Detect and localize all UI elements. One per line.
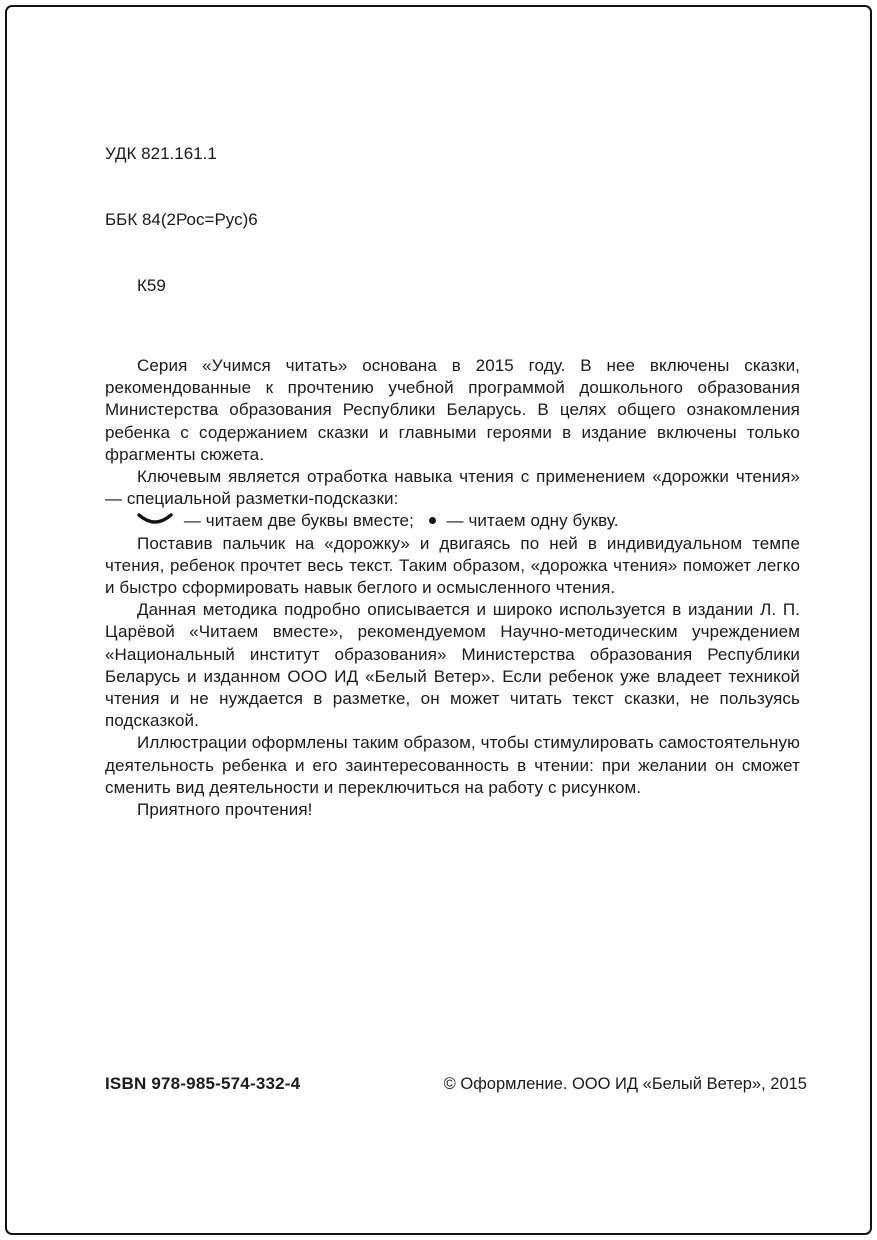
udk-code: УДК 821.161.1 xyxy=(105,144,217,163)
bbk-code: ББК 84(2Рос=Рус)6 xyxy=(105,210,258,229)
arc-legend-label: — читаем две буквы вместе; xyxy=(183,511,414,531)
classification-codes xyxy=(105,99,800,341)
one-letter-dot-icon xyxy=(429,517,436,524)
isbn-number: ISBN 978-985-574-332-4 xyxy=(105,1074,301,1093)
copyright-notice: © Оформление. ООО ИД «Белый Ветер», 2015 xyxy=(443,1075,807,1093)
page-content xyxy=(105,99,800,821)
two-letters-arc-icon xyxy=(137,510,173,532)
paragraph: Данная методика подробно описывается и широко используется в издании Л. П. Царёвой «Читаем вместе», рекомендуемом Научно-методическим учреждением «Национальный институт образования» Министерства образования Республики Беларусь и изданном ООО ИД «Белый Ветер». Если ребенок уже владеет техникой чтения и не нуждается в разметке, он может читать текст сказки, не пользуясь подсказкой. xyxy=(105,600,800,731)
imprint-footer xyxy=(105,1074,807,1094)
closing-line: Приятного прочтения! xyxy=(137,800,313,820)
paragraph: Поставив пальчик на «дорожку» и двигаясь по ней в индивидуальном темпе чтения, ребенок прочтет весь текст. Таким образом, «дорожка чтения» поможет легко и быстро сформировать навык беглого и осмысленного чтения. xyxy=(105,533,800,598)
paragraph: Ключевым является отработка навыка чтения с применением «дорожки чтения» — специальной разметки-подсказки: xyxy=(105,467,800,509)
annotation-text xyxy=(105,355,800,821)
reading-marks-legend xyxy=(105,510,800,532)
paragraph: Иллюстрации оформлены таким образом, чтобы стимулировать самостоятельную деятельность ребенка и его заинтересованность в чтении: при желании он сможет сменить вид деятельности и переключиться на работу с рисунком. xyxy=(105,733,800,797)
dot-legend-label: — читаем одну букву. xyxy=(446,511,619,531)
paragraph: Серия «Учимся читать» основана в 2015 году. В нее включены сказки, рекомендованные к прочтению учебной программой дошкольного образования Министерства образования Республики Беларусь. В целях общего ознакомления ребенка с содержанием сказки и главными героями в издание включены только фрагменты сюжета. xyxy=(105,356,800,464)
author-sign-code: К59 xyxy=(137,276,166,295)
